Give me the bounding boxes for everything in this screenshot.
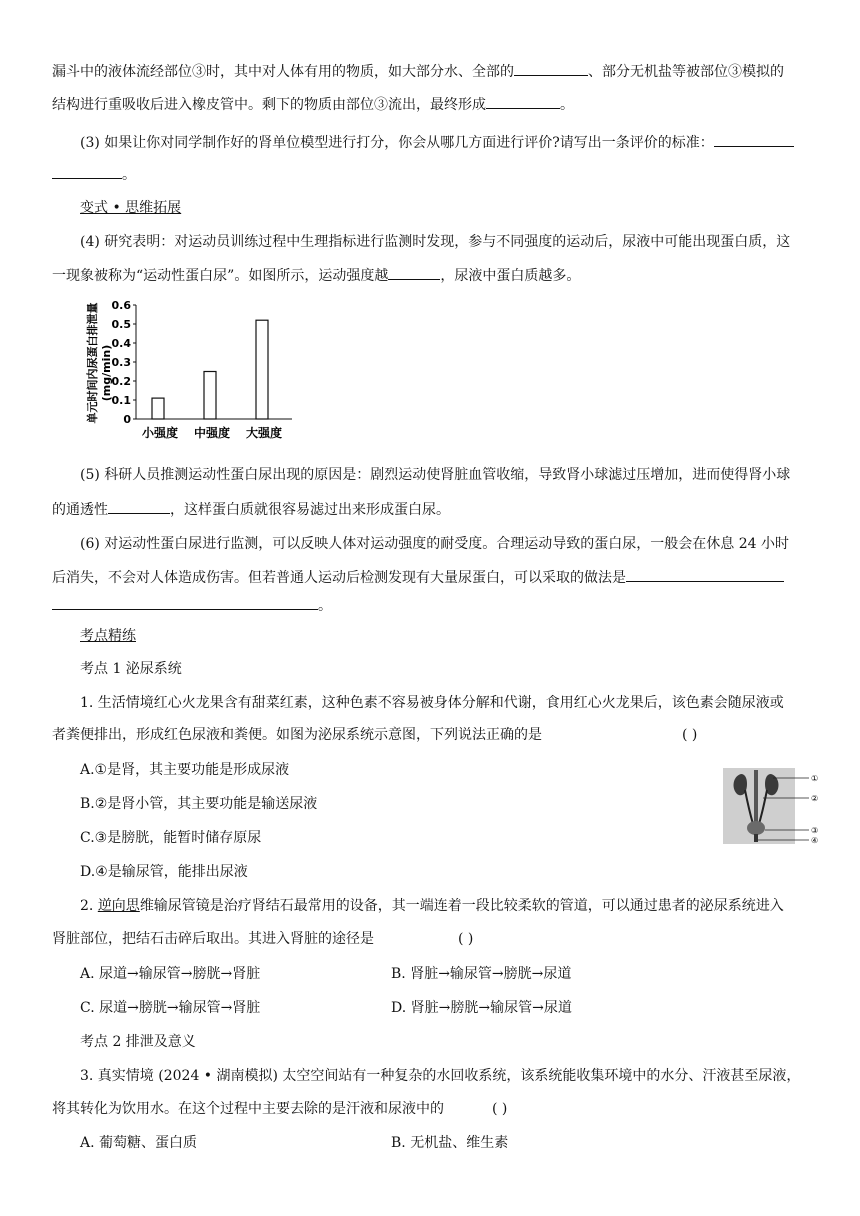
option-b[interactable]: B. 无机盐、维生素 (391, 1135, 509, 1151)
text-line (80, 131, 794, 153)
option-a[interactable]: A.①是肾，其主要功能是形成尿液 (80, 762, 290, 778)
urethra (754, 834, 758, 842)
question-6-text: (6) 对运动性蛋白尿进行监测，可以反映人体对运动强度的耐受度。合理运动导致的蛋白尿，一般会在休息 24 小时 (80, 536, 789, 552)
question-3-text: (3) 如果让你对同学制作好的肾单位模型进行打分，你会从哪几方面进行评价?请写出一条评价的标准： (80, 135, 714, 151)
text-segment: 一现象被称为“运动性蛋白尿”。如图所示，运动强度越 (52, 268, 389, 284)
option-a[interactable]: A. 葡萄糖、蛋白质 (80, 1135, 198, 1151)
text-line (52, 725, 542, 745)
y-axis-title: 单元时间内尿蛋白排泄量 (86, 302, 99, 424)
y-tick-label: 0 (123, 413, 131, 426)
protein-urine-bar-chart (80, 293, 300, 443)
option-b[interactable]: B. 肾脏→输尿管→膀胱→尿道 (391, 966, 572, 982)
topic-2-heading: 考点 2 排泄及意义 (80, 1034, 196, 1050)
variant-title: 变式 • 思维拓展 (80, 200, 182, 216)
text-line (52, 60, 784, 82)
text-segment: 结构进行重吸收后进入橡皮管中。剩下的物质由部位③流出，最终形成 (52, 97, 486, 113)
text-segment: 肾脏部位，把结石击碎后取出。其进入肾脏的途径是 (52, 931, 374, 947)
answer-parentheses[interactable]: ( ) (458, 931, 474, 947)
text-segment: 。 (122, 167, 136, 183)
question-5-text: (5) 科研人员推测运动性蛋白尿出现的原因是：剧烈运动使肾脏血管收缩，导致肾小球滤过压增加，进而使得肾小球 (80, 467, 791, 483)
chart-bars (152, 320, 268, 419)
y-tick-label: 0.3 (111, 356, 131, 369)
question-3-text: 3. 真实情境 (2024 • 湖南模拟) 太空空间站有一种复杂的水回收系统，该系统能收集环境中的水分、汗液甚至尿液， (80, 1068, 801, 1084)
text-segment: ，这样蛋白质就很容易滤过出来形成蛋白尿。 (170, 502, 450, 518)
y-tick-label: 0.2 (111, 375, 131, 388)
option-d[interactable]: D. 肾脏→膀胱→输尿管→尿道 (391, 1000, 572, 1016)
bar-1 (152, 398, 164, 419)
y-tick-label: 0.5 (111, 318, 131, 331)
text-line (52, 1099, 444, 1119)
text-segment: 者粪便排出，形成红色尿液和粪便。如图为泌尿系统示意图，下列说法正确的是 (52, 727, 542, 743)
option-c[interactable]: C. 尿道→膀胱→输尿管→肾脏 (80, 1000, 261, 1016)
category-label: 小强度 (141, 426, 179, 440)
chart-ticks (112, 299, 137, 426)
text-line (52, 929, 374, 949)
answer-blank[interactable] (388, 264, 440, 280)
y-tick-label: 0.1 (111, 394, 131, 407)
option-c[interactable]: C.③是膀胱，能暂时储存原尿 (80, 830, 262, 846)
answer-blank[interactable] (52, 163, 122, 179)
bladder (747, 821, 765, 835)
answer-parentheses[interactable]: ( ) (682, 727, 698, 743)
answer-blank[interactable] (626, 566, 784, 582)
answer-blank[interactable] (52, 594, 318, 610)
text-segment: 后消失，不会对人体造成伤害。但若普通人运动后检测发现有大量尿蛋白，可以采取的做法是 (52, 570, 626, 586)
label-1: ① (811, 774, 819, 783)
bar-3 (256, 320, 268, 419)
option-a[interactable]: A. 尿道→输尿管→膀胱→肾脏 (80, 966, 261, 982)
label-2: ② (811, 794, 819, 803)
text-segment: 的通透性 (52, 502, 108, 518)
answer-blank[interactable] (486, 93, 560, 109)
question-4-text: (4) 研究表明：对运动员训练过程中生理指标进行监测时发现，参与不同强度的运动后，尿液中可能出现蛋白质，这 (80, 234, 791, 250)
answer-parentheses[interactable]: ( ) (492, 1101, 508, 1117)
text-line (52, 566, 784, 588)
text-segment: 将其转化为饮用水。在这个过程中主要去除的是汗液和尿液中的 (52, 1101, 444, 1117)
text-line (52, 594, 332, 616)
text-segment: 漏斗中的液体流经部位③时，其中对人体有用的物质，如大部分水、全部的 (52, 64, 514, 80)
answer-blank[interactable] (108, 498, 170, 514)
urinary-system-figure (723, 766, 825, 846)
text-line (52, 93, 574, 115)
answer-blank[interactable] (514, 60, 588, 76)
text-line (52, 498, 450, 520)
question-2-text (80, 896, 784, 916)
text-segment: 、部分无机盐等被部位③模拟的 (588, 64, 784, 80)
text-segment: 。 (318, 598, 332, 614)
y-tick-label: 0.6 (111, 299, 131, 312)
text-line (52, 163, 136, 185)
y-tick-label: 0.4 (111, 337, 131, 350)
answer-blank[interactable] (714, 131, 794, 147)
category-label: 中强度 (193, 426, 231, 440)
y-axis-label (85, 303, 113, 424)
text-segment: 维输尿管镜是治疗肾结石最常用的设备，其一端连着一段比较柔软的管道，可以通过患者的泌尿系统进入 (139, 898, 784, 914)
text-segment: 。 (560, 97, 574, 113)
bar-2 (204, 372, 216, 420)
text-segment: ，尿液中蛋白质越多。 (440, 268, 581, 284)
option-b[interactable]: B.②是肾小管，其主要功能是输送尿液 (80, 796, 318, 812)
category-label: 大强度 (245, 426, 283, 440)
y-axis-unit: (mg/min) (100, 344, 113, 402)
question-number: 2. (80, 898, 98, 914)
chart-categories (142, 425, 282, 440)
question-1-text: 1. 生活情境红心火龙果含有甜菜红素，这种色素不容易被身体分解和代谢，食用红心火龙果后，该色素会随尿液或 (80, 695, 784, 711)
label-3: ③ (811, 826, 819, 835)
section-title: 考点精练 (80, 628, 136, 644)
text-line (52, 264, 580, 286)
option-d[interactable]: D.④是输尿管，能排出尿液 (80, 864, 248, 880)
label-4: ④ (811, 836, 819, 845)
topic-1-heading: 考点 1 泌尿系统 (80, 661, 182, 677)
question-tag: 逆向思 (97, 898, 140, 914)
